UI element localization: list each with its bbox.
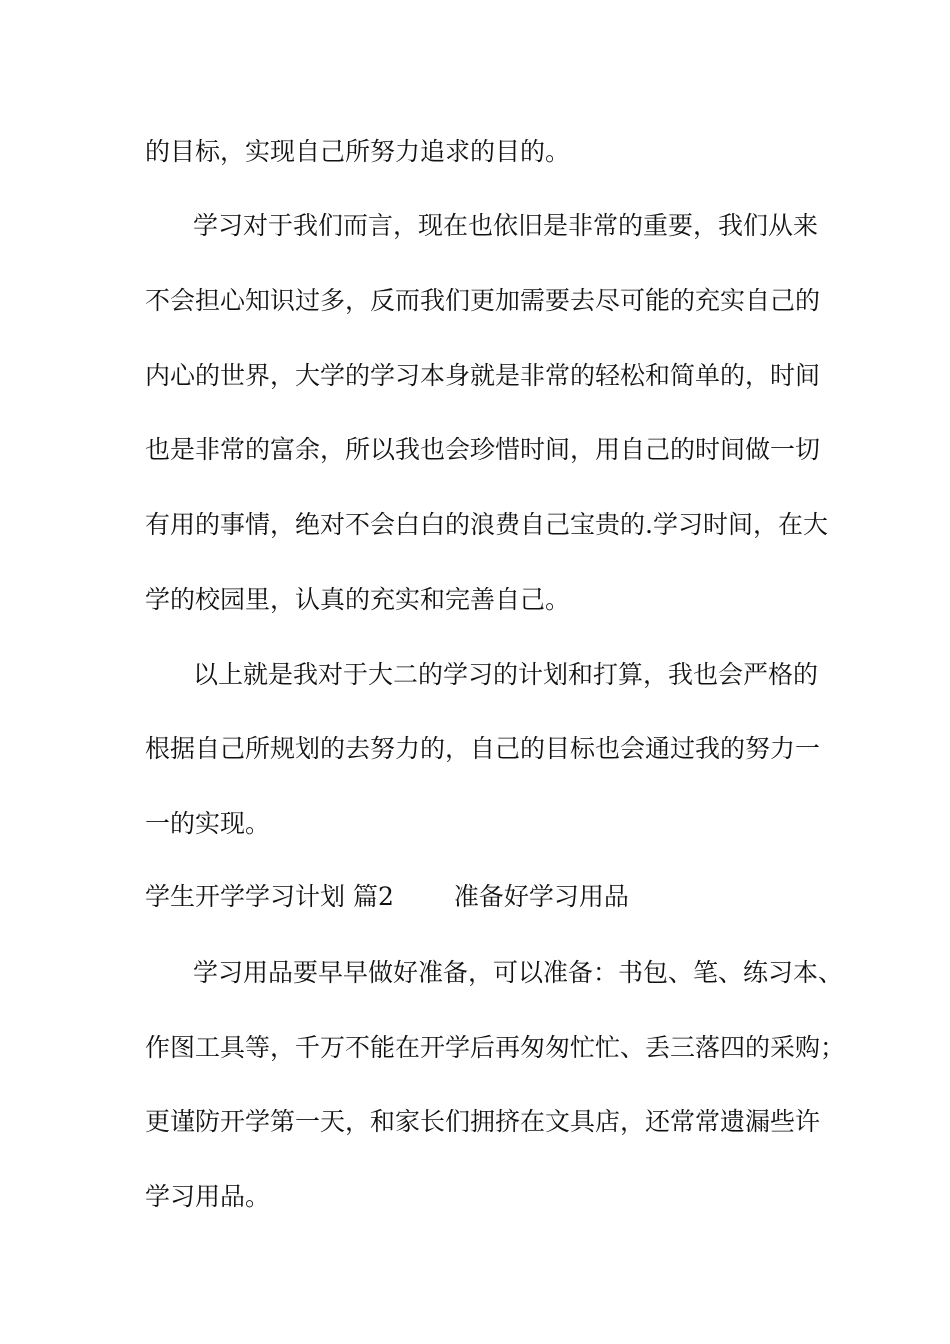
text-line: 学习用品要早早做好准备，可以准备：书包、笔、练习本、 bbox=[193, 958, 844, 987]
text-line: 学习用品。 bbox=[145, 1182, 271, 1211]
text-line: 学的校园里，认真的充实和完善自己。 bbox=[145, 585, 571, 614]
section-heading bbox=[145, 881, 629, 913]
text-line: 根据自己所规划的去努力的，自己的目标也会通过我的努力一 bbox=[145, 734, 821, 763]
text-line: 也是非常的富余，所以我也会珍惜时间，用自己的时间做一切 bbox=[145, 435, 821, 464]
text-line: 以上就是我对于大二的学习的计划和打算，我也会严格的 bbox=[193, 660, 819, 689]
text-line: 更谨防开学第一天，和家长们拥挤在文具店，还常常遗漏些许 bbox=[145, 1107, 821, 1136]
text-line: 不会担心知识过多，反而我们更加需要去尽可能的充实自己的 bbox=[145, 286, 821, 315]
text-line: 内心的世界，大学的学习本身就是非常的轻松和简单的，时间 bbox=[145, 361, 821, 390]
text-line: 作图工具等，千万不能在开学后再匆匆忙忙、丢三落四的采购； bbox=[145, 1033, 846, 1062]
text-line: 一的实现。 bbox=[145, 809, 271, 838]
text-line: 有用的事情，绝对不会白白的浪费自己宝贵的.学习时间，在大 bbox=[145, 510, 828, 539]
heading-title: 学生开学学习计划 篇2 bbox=[145, 882, 394, 911]
heading-subtitle: 准备好学习用品 bbox=[453, 882, 629, 911]
text-line: 的目标，实现自己所努力追求的目的。 bbox=[145, 137, 571, 166]
text-line: 学习对于我们而言，现在也依旧是非常的重要，我们从来 bbox=[193, 211, 819, 240]
